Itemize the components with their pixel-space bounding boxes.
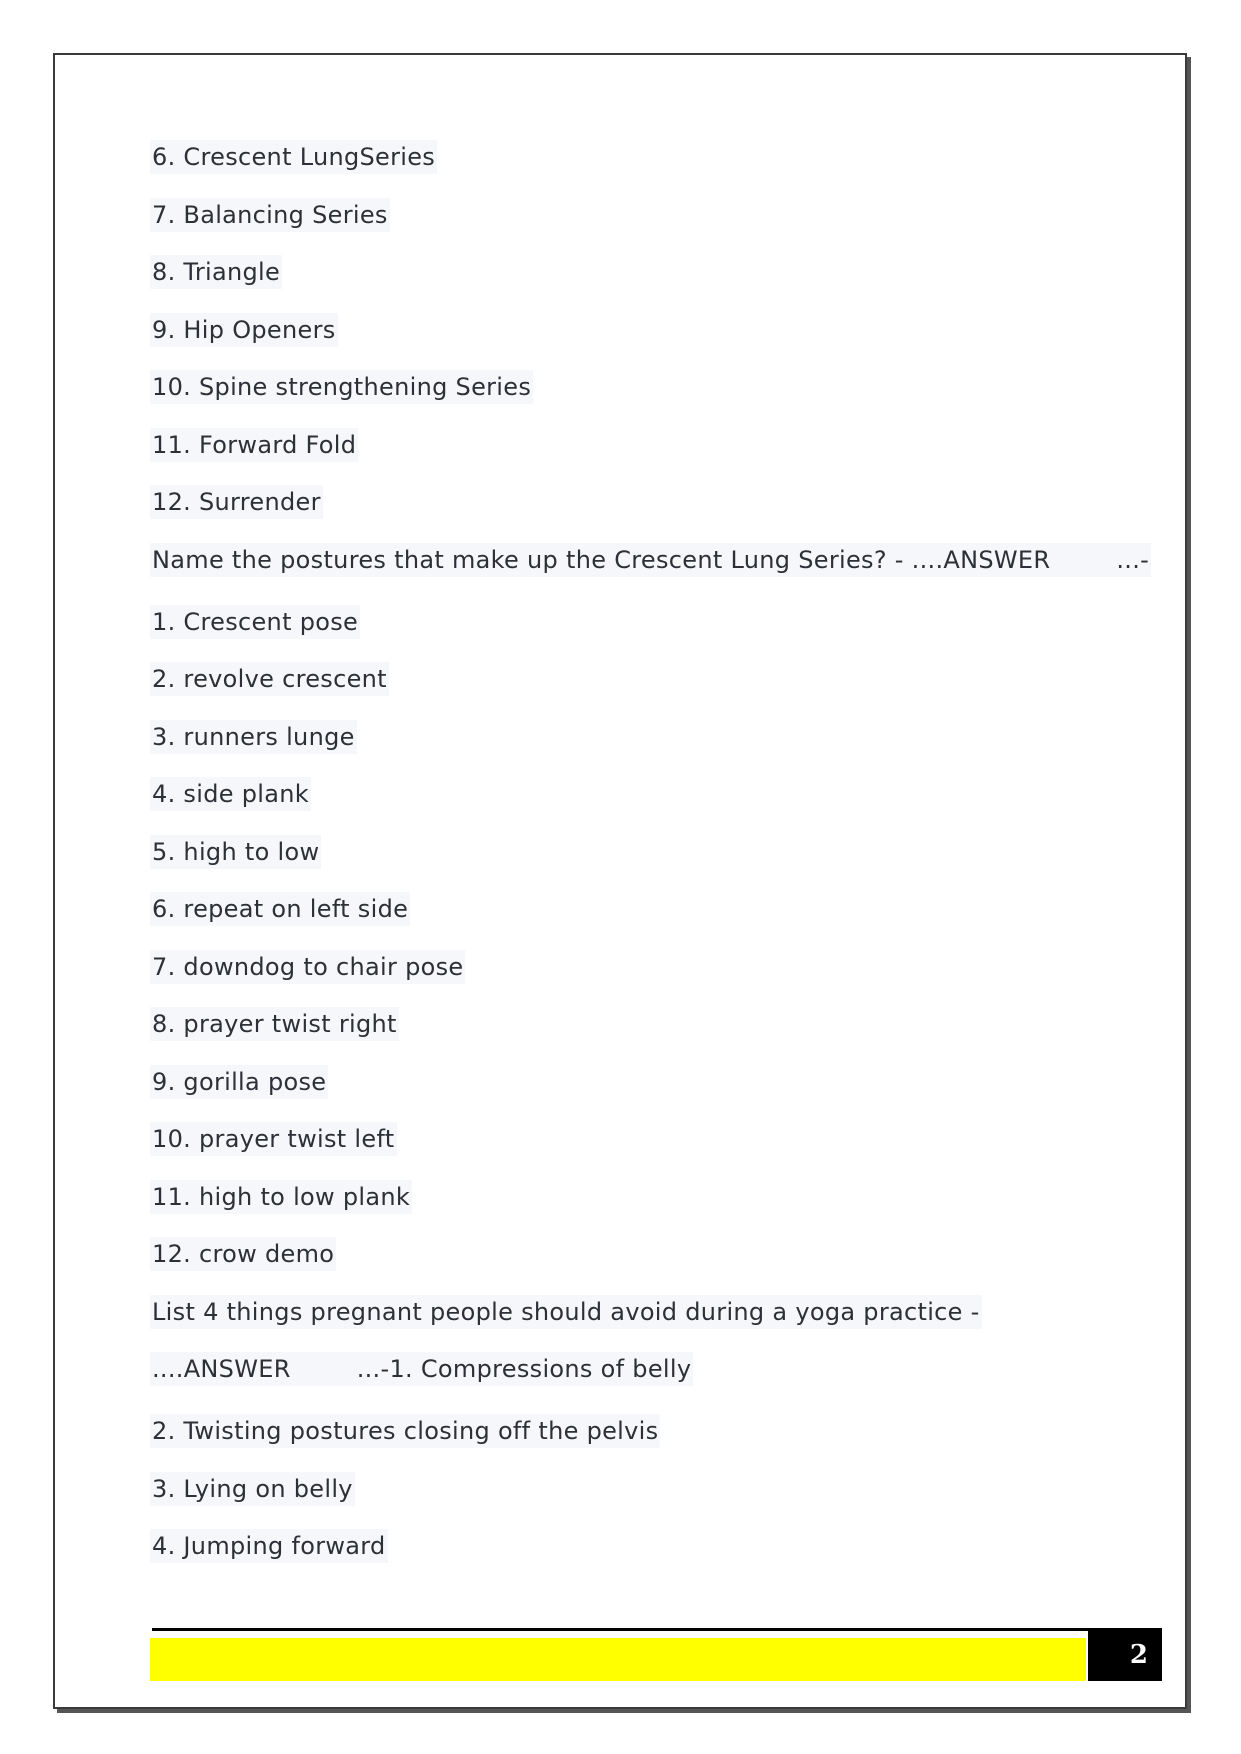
list-item: 10. Spine strengthening Series	[150, 370, 1100, 428]
footer-rule	[152, 1628, 1162, 1631]
list-item: 9. Hip Openers	[150, 313, 1100, 371]
answer-item: 4. Jumping forward	[150, 1529, 1100, 1587]
footer-bar	[150, 1638, 1086, 1681]
list-item: 12. Surrender	[150, 485, 1100, 543]
answer-text: ...-1. Compressions of belly	[356, 1355, 692, 1383]
answer-item	[150, 1352, 1100, 1414]
answer-marker: ....ANSWER	[152, 1355, 291, 1383]
question-text: List 4 things pregnant people should avoid during a yoga practice -	[150, 1295, 982, 1329]
answer-item: 2. Twisting postures closing off the pelvis	[150, 1414, 1100, 1472]
answer-item: 1. Crescent pose	[150, 605, 1100, 663]
document-body	[150, 140, 1150, 1587]
answer-marker: ...-	[1116, 545, 1150, 574]
answer-item: 9. gorilla pose	[150, 1065, 1100, 1123]
answer-item: 4. side plank	[150, 777, 1100, 835]
answer-item: 5. high to low	[150, 835, 1100, 893]
page-number: 2	[1088, 1628, 1162, 1681]
answer-item: 12. crow demo	[150, 1237, 1100, 1295]
answer-item: 6. repeat on left side	[150, 892, 1100, 950]
list-item: 6. Crescent LungSeries	[150, 140, 1100, 198]
list-item: 8. Triangle	[150, 255, 1100, 313]
question-text: Name the postures that make up the Crescent Lung Series? - ....ANSWER	[152, 545, 1051, 574]
answer-item: 8. prayer twist right	[150, 1007, 1100, 1065]
answer-item: 3. runners lunge	[150, 720, 1100, 778]
answer-item: 11. high to low plank	[150, 1180, 1100, 1238]
answer-item: 7. downdog to chair pose	[150, 950, 1100, 1008]
list-item: 7. Balancing Series	[150, 198, 1100, 256]
question-pregnancy	[150, 1295, 1100, 1353]
answer-item: 3. Lying on belly	[150, 1472, 1100, 1530]
question-crescent-lunge	[150, 543, 1150, 605]
answer-item: 10. prayer twist left	[150, 1122, 1100, 1180]
answer-item: 2. revolve crescent	[150, 662, 1100, 720]
list-item: 11. Forward Fold	[150, 428, 1100, 486]
